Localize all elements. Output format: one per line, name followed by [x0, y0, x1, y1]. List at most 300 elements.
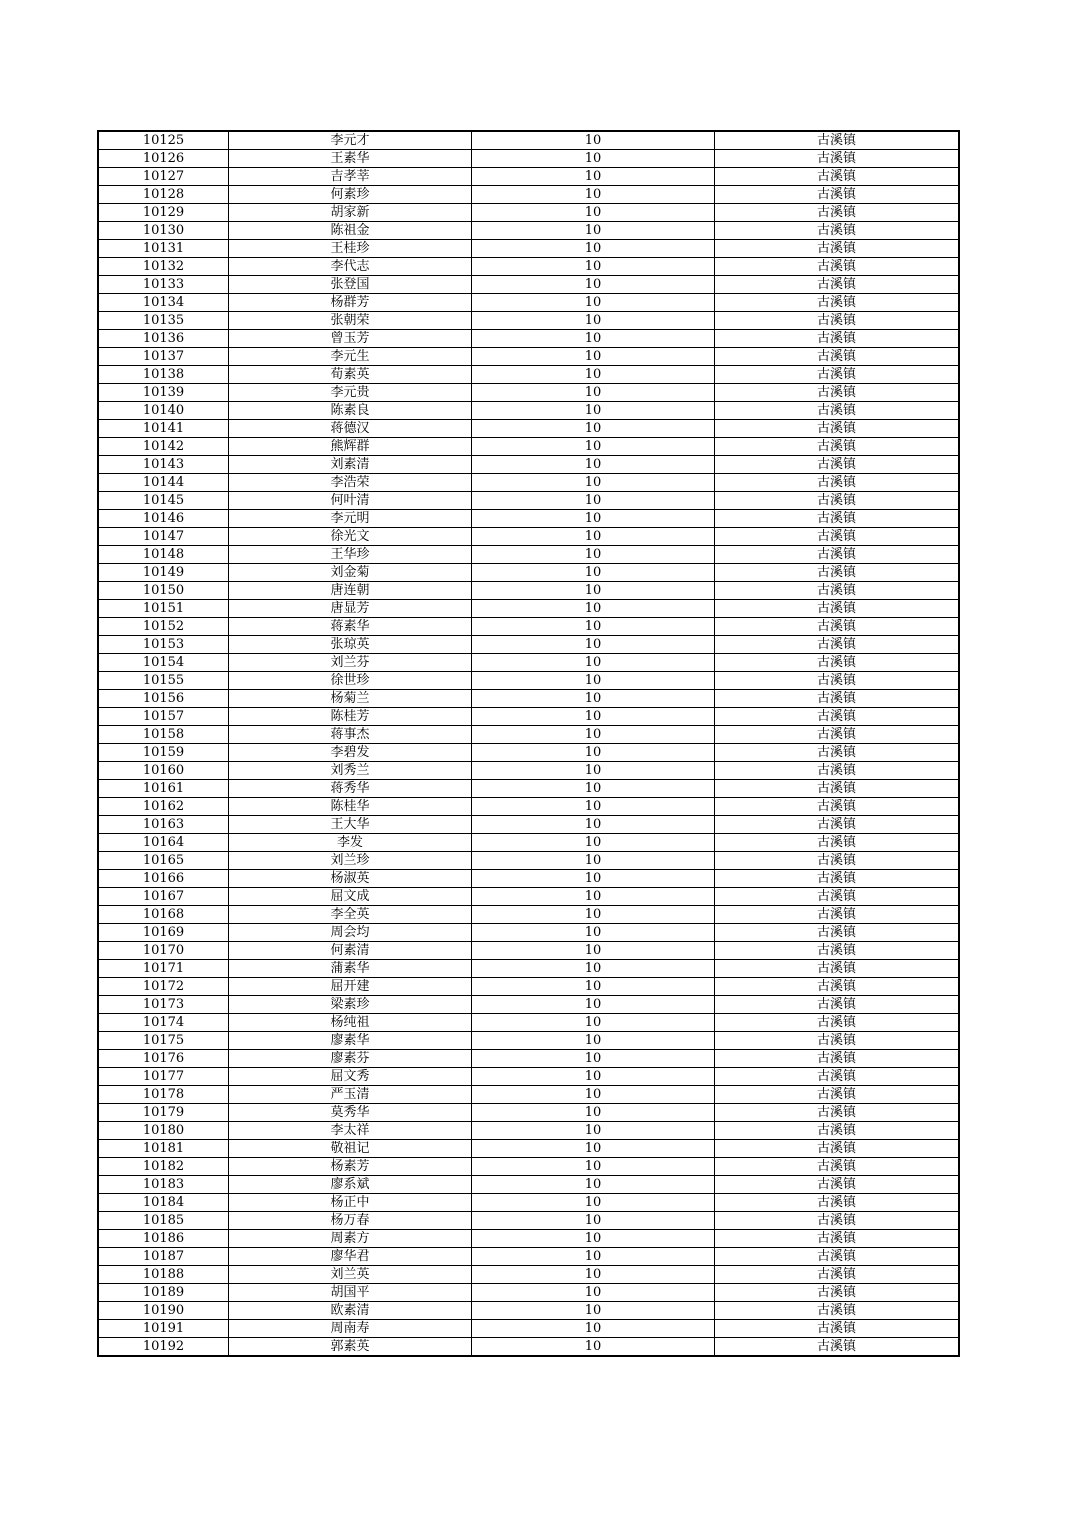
cell-town: 古溪镇	[715, 726, 960, 744]
table-row	[98, 186, 959, 204]
cell-amount: 10	[472, 888, 715, 906]
table-row	[98, 150, 959, 168]
cell-id: 10148	[98, 546, 229, 564]
cell-id: 10155	[98, 672, 229, 690]
table-row	[98, 834, 959, 852]
cell-amount: 10	[472, 762, 715, 780]
cell-id: 10170	[98, 942, 229, 960]
cell-id: 10176	[98, 1050, 229, 1068]
cell-name: 郭素英	[229, 1338, 472, 1357]
cell-name: 屈开建	[229, 978, 472, 996]
cell-name: 蒋秀华	[229, 780, 472, 798]
cell-town: 古溪镇	[715, 1230, 960, 1248]
table-row	[98, 564, 959, 582]
cell-name: 蒋事杰	[229, 726, 472, 744]
cell-town: 古溪镇	[715, 1212, 960, 1230]
cell-town: 古溪镇	[715, 456, 960, 474]
table-row	[98, 131, 959, 150]
cell-amount: 10	[472, 834, 715, 852]
cell-id: 10157	[98, 708, 229, 726]
cell-name: 蒋素华	[229, 618, 472, 636]
cell-id: 10135	[98, 312, 229, 330]
cell-id: 10173	[98, 996, 229, 1014]
cell-id: 10128	[98, 186, 229, 204]
cell-amount: 10	[472, 564, 715, 582]
table-row	[98, 654, 959, 672]
cell-name: 廖素华	[229, 1032, 472, 1050]
table-row	[98, 816, 959, 834]
table-row	[98, 1014, 959, 1032]
cell-town: 古溪镇	[715, 1266, 960, 1284]
table-row	[98, 1140, 959, 1158]
cell-amount: 10	[472, 1230, 715, 1248]
cell-name: 李元生	[229, 348, 472, 366]
cell-id: 10136	[98, 330, 229, 348]
cell-id: 10137	[98, 348, 229, 366]
cell-id: 10177	[98, 1068, 229, 1086]
cell-amount: 10	[472, 402, 715, 420]
table-row	[98, 366, 959, 384]
cell-id: 10144	[98, 474, 229, 492]
cell-town: 古溪镇	[715, 636, 960, 654]
cell-town: 古溪镇	[715, 618, 960, 636]
cell-name: 李元明	[229, 510, 472, 528]
cell-town: 古溪镇	[715, 186, 960, 204]
table-row	[98, 204, 959, 222]
cell-town: 古溪镇	[715, 906, 960, 924]
cell-amount: 10	[472, 474, 715, 492]
table-row	[98, 690, 959, 708]
cell-amount: 10	[472, 996, 715, 1014]
cell-name: 陈祖金	[229, 222, 472, 240]
cell-amount: 10	[472, 222, 715, 240]
cell-amount: 10	[472, 510, 715, 528]
cell-amount: 10	[472, 1086, 715, 1104]
table-row	[98, 726, 959, 744]
cell-id: 10183	[98, 1176, 229, 1194]
cell-name: 王桂珍	[229, 240, 472, 258]
cell-town: 古溪镇	[715, 1302, 960, 1320]
cell-amount: 10	[472, 1176, 715, 1194]
cell-id: 10178	[98, 1086, 229, 1104]
cell-town: 古溪镇	[715, 240, 960, 258]
cell-town: 古溪镇	[715, 924, 960, 942]
cell-amount: 10	[472, 726, 715, 744]
cell-amount: 10	[472, 744, 715, 762]
table-row	[98, 870, 959, 888]
table-row	[98, 1176, 959, 1194]
table-row	[98, 1050, 959, 1068]
cell-town: 古溪镇	[715, 708, 960, 726]
cell-name: 蒋德汉	[229, 420, 472, 438]
cell-town: 古溪镇	[715, 798, 960, 816]
cell-name: 唐显芳	[229, 600, 472, 618]
table-row	[98, 402, 959, 420]
cell-town: 古溪镇	[715, 1140, 960, 1158]
cell-id: 10149	[98, 564, 229, 582]
cell-name: 张登国	[229, 276, 472, 294]
cell-name: 王华珍	[229, 546, 472, 564]
cell-amount: 10	[472, 131, 715, 150]
cell-amount: 10	[472, 816, 715, 834]
cell-id: 10187	[98, 1248, 229, 1266]
table-row	[98, 222, 959, 240]
cell-town: 古溪镇	[715, 348, 960, 366]
cell-town: 古溪镇	[715, 582, 960, 600]
cell-id: 10138	[98, 366, 229, 384]
cell-amount: 10	[472, 870, 715, 888]
cell-amount: 10	[472, 942, 715, 960]
roster-table	[97, 130, 960, 1357]
cell-name: 刘金菊	[229, 564, 472, 582]
cell-amount: 10	[472, 708, 715, 726]
cell-id: 10169	[98, 924, 229, 942]
cell-name: 曾玉芳	[229, 330, 472, 348]
cell-id: 10140	[98, 402, 229, 420]
cell-town: 古溪镇	[715, 744, 960, 762]
cell-town: 古溪镇	[715, 222, 960, 240]
table-row	[98, 1158, 959, 1176]
cell-amount: 10	[472, 186, 715, 204]
cell-amount: 10	[472, 150, 715, 168]
cell-id: 10179	[98, 1104, 229, 1122]
table-row	[98, 1086, 959, 1104]
cell-name: 吉孝莘	[229, 168, 472, 186]
cell-town: 古溪镇	[715, 888, 960, 906]
cell-id: 10130	[98, 222, 229, 240]
table-row	[98, 258, 959, 276]
cell-id: 10172	[98, 978, 229, 996]
cell-name: 李碧发	[229, 744, 472, 762]
cell-amount: 10	[472, 1032, 715, 1050]
cell-name: 杨群芳	[229, 294, 472, 312]
cell-town: 古溪镇	[715, 834, 960, 852]
cell-name: 严玉清	[229, 1086, 472, 1104]
cell-town: 古溪镇	[715, 1320, 960, 1338]
cell-id: 10168	[98, 906, 229, 924]
table-row	[98, 582, 959, 600]
cell-id: 10181	[98, 1140, 229, 1158]
cell-id: 10150	[98, 582, 229, 600]
cell-id: 10163	[98, 816, 229, 834]
cell-name: 刘兰芬	[229, 654, 472, 672]
table-row	[98, 438, 959, 456]
cell-name: 屈文秀	[229, 1068, 472, 1086]
table-row	[98, 474, 959, 492]
cell-amount: 10	[472, 1122, 715, 1140]
cell-name: 熊辉群	[229, 438, 472, 456]
table-row	[98, 330, 959, 348]
table-row	[98, 1338, 959, 1357]
table-row	[98, 1032, 959, 1050]
cell-id: 10180	[98, 1122, 229, 1140]
cell-id: 10160	[98, 762, 229, 780]
cell-amount: 10	[472, 366, 715, 384]
cell-town: 古溪镇	[715, 131, 960, 150]
cell-amount: 10	[472, 1302, 715, 1320]
cell-id: 10134	[98, 294, 229, 312]
cell-amount: 10	[472, 384, 715, 402]
cell-id: 10143	[98, 456, 229, 474]
table-row	[98, 618, 959, 636]
cell-town: 古溪镇	[715, 168, 960, 186]
cell-amount: 10	[472, 852, 715, 870]
cell-amount: 10	[472, 438, 715, 456]
table-row	[98, 546, 959, 564]
cell-id: 10188	[98, 1266, 229, 1284]
cell-town: 古溪镇	[715, 366, 960, 384]
cell-name: 蒲素华	[229, 960, 472, 978]
cell-town: 古溪镇	[715, 1338, 960, 1357]
cell-amount: 10	[472, 546, 715, 564]
cell-id: 10154	[98, 654, 229, 672]
cell-amount: 10	[472, 672, 715, 690]
cell-id: 10191	[98, 1320, 229, 1338]
table-row	[98, 1212, 959, 1230]
cell-town: 古溪镇	[715, 1014, 960, 1032]
cell-id: 10146	[98, 510, 229, 528]
cell-amount: 10	[472, 456, 715, 474]
cell-name: 李浩荣	[229, 474, 472, 492]
cell-town: 古溪镇	[715, 402, 960, 420]
cell-id: 10129	[98, 204, 229, 222]
cell-name: 廖素芬	[229, 1050, 472, 1068]
cell-town: 古溪镇	[715, 204, 960, 222]
cell-town: 古溪镇	[715, 1032, 960, 1050]
cell-amount: 10	[472, 168, 715, 186]
table-row	[98, 312, 959, 330]
cell-town: 古溪镇	[715, 1158, 960, 1176]
table-row	[98, 510, 959, 528]
table-row	[98, 240, 959, 258]
cell-town: 古溪镇	[715, 960, 960, 978]
cell-name: 张琼英	[229, 636, 472, 654]
cell-amount: 10	[472, 258, 715, 276]
cell-town: 古溪镇	[715, 384, 960, 402]
cell-name: 刘兰珍	[229, 852, 472, 870]
cell-amount: 10	[472, 240, 715, 258]
cell-amount: 10	[472, 204, 715, 222]
cell-amount: 10	[472, 1266, 715, 1284]
cell-amount: 10	[472, 798, 715, 816]
cell-amount: 10	[472, 1068, 715, 1086]
cell-amount: 10	[472, 1194, 715, 1212]
table-row	[98, 1320, 959, 1338]
cell-name: 廖华君	[229, 1248, 472, 1266]
cell-town: 古溪镇	[715, 1050, 960, 1068]
cell-name: 陈桂芳	[229, 708, 472, 726]
cell-name: 敬祖记	[229, 1140, 472, 1158]
table-row	[98, 780, 959, 798]
cell-name: 胡家新	[229, 204, 472, 222]
cell-town: 古溪镇	[715, 330, 960, 348]
cell-id: 10165	[98, 852, 229, 870]
cell-town: 古溪镇	[715, 780, 960, 798]
table-row	[98, 1284, 959, 1302]
table-row	[98, 924, 959, 942]
table-row	[98, 636, 959, 654]
cell-id: 10159	[98, 744, 229, 762]
cell-name: 周南寿	[229, 1320, 472, 1338]
cell-id: 10142	[98, 438, 229, 456]
table-row	[98, 996, 959, 1014]
cell-town: 古溪镇	[715, 258, 960, 276]
cell-amount: 10	[472, 312, 715, 330]
cell-town: 古溪镇	[715, 654, 960, 672]
cell-town: 古溪镇	[715, 762, 960, 780]
cell-name: 刘素清	[229, 456, 472, 474]
table-row	[98, 1230, 959, 1248]
cell-name: 周素方	[229, 1230, 472, 1248]
table-row	[98, 1248, 959, 1266]
cell-name: 荀素英	[229, 366, 472, 384]
cell-amount: 10	[472, 978, 715, 996]
cell-amount: 10	[472, 654, 715, 672]
table-row	[98, 456, 959, 474]
cell-name: 王素华	[229, 150, 472, 168]
table-row	[98, 1104, 959, 1122]
table-row	[98, 294, 959, 312]
cell-amount: 10	[472, 1014, 715, 1032]
cell-town: 古溪镇	[715, 294, 960, 312]
table-row	[98, 708, 959, 726]
table-row	[98, 492, 959, 510]
cell-id: 10132	[98, 258, 229, 276]
cell-id: 10151	[98, 600, 229, 618]
cell-id: 10139	[98, 384, 229, 402]
cell-name: 陈桂华	[229, 798, 472, 816]
cell-name: 李发	[229, 834, 472, 852]
cell-amount: 10	[472, 528, 715, 546]
cell-name: 何素清	[229, 942, 472, 960]
cell-name: 梁素珍	[229, 996, 472, 1014]
cell-id: 10133	[98, 276, 229, 294]
cell-amount: 10	[472, 636, 715, 654]
cell-town: 古溪镇	[715, 150, 960, 168]
cell-name: 杨淑英	[229, 870, 472, 888]
cell-amount: 10	[472, 348, 715, 366]
cell-name: 廖系斌	[229, 1176, 472, 1194]
cell-id: 10186	[98, 1230, 229, 1248]
cell-id: 10127	[98, 168, 229, 186]
cell-town: 古溪镇	[715, 816, 960, 834]
cell-name: 胡国平	[229, 1284, 472, 1302]
cell-id: 10162	[98, 798, 229, 816]
cell-id: 10185	[98, 1212, 229, 1230]
cell-amount: 10	[472, 492, 715, 510]
cell-id: 10126	[98, 150, 229, 168]
cell-town: 古溪镇	[715, 1284, 960, 1302]
cell-name: 刘秀兰	[229, 762, 472, 780]
cell-town: 古溪镇	[715, 528, 960, 546]
cell-amount: 10	[472, 906, 715, 924]
table-row	[98, 1266, 959, 1284]
cell-name: 王大华	[229, 816, 472, 834]
cell-id: 10125	[98, 131, 229, 150]
cell-id: 10145	[98, 492, 229, 510]
cell-name: 李代志	[229, 258, 472, 276]
cell-name: 杨菊兰	[229, 690, 472, 708]
cell-id: 10141	[98, 420, 229, 438]
cell-amount: 10	[472, 1158, 715, 1176]
cell-id: 10175	[98, 1032, 229, 1050]
cell-town: 古溪镇	[715, 474, 960, 492]
cell-name: 何叶清	[229, 492, 472, 510]
cell-town: 古溪镇	[715, 1248, 960, 1266]
cell-town: 古溪镇	[715, 1194, 960, 1212]
cell-id: 10182	[98, 1158, 229, 1176]
table-row	[98, 960, 959, 978]
cell-town: 古溪镇	[715, 1122, 960, 1140]
cell-amount: 10	[472, 924, 715, 942]
cell-name: 徐光文	[229, 528, 472, 546]
table-row	[98, 420, 959, 438]
table-row	[98, 744, 959, 762]
cell-amount: 10	[472, 294, 715, 312]
table-row	[98, 888, 959, 906]
cell-town: 古溪镇	[715, 1086, 960, 1104]
cell-amount: 10	[472, 1284, 715, 1302]
cell-town: 古溪镇	[715, 312, 960, 330]
cell-amount: 10	[472, 330, 715, 348]
roster-table-body	[98, 131, 959, 1356]
cell-id: 10147	[98, 528, 229, 546]
table-row	[98, 798, 959, 816]
cell-name: 莫秀华	[229, 1104, 472, 1122]
cell-id: 10167	[98, 888, 229, 906]
cell-name: 何素珍	[229, 186, 472, 204]
cell-id: 10161	[98, 780, 229, 798]
cell-name: 李元才	[229, 131, 472, 150]
cell-name: 欧素清	[229, 1302, 472, 1320]
cell-id: 10152	[98, 618, 229, 636]
cell-name: 唐连朝	[229, 582, 472, 600]
cell-amount: 10	[472, 1320, 715, 1338]
cell-amount: 10	[472, 582, 715, 600]
table-row	[98, 906, 959, 924]
cell-id: 10184	[98, 1194, 229, 1212]
cell-id: 10158	[98, 726, 229, 744]
cell-town: 古溪镇	[715, 546, 960, 564]
cell-town: 古溪镇	[715, 438, 960, 456]
cell-town: 古溪镇	[715, 852, 960, 870]
table-row	[98, 1302, 959, 1320]
cell-name: 屈文成	[229, 888, 472, 906]
cell-town: 古溪镇	[715, 690, 960, 708]
cell-amount: 10	[472, 960, 715, 978]
cell-town: 古溪镇	[715, 942, 960, 960]
table-row	[98, 348, 959, 366]
table-row	[98, 942, 959, 960]
cell-amount: 10	[472, 1104, 715, 1122]
cell-id: 10192	[98, 1338, 229, 1357]
cell-id: 10164	[98, 834, 229, 852]
cell-town: 古溪镇	[715, 978, 960, 996]
cell-amount: 10	[472, 1212, 715, 1230]
table-row	[98, 1194, 959, 1212]
cell-name: 杨正中	[229, 1194, 472, 1212]
table-row	[98, 1068, 959, 1086]
cell-id: 10153	[98, 636, 229, 654]
table-row	[98, 168, 959, 186]
cell-town: 古溪镇	[715, 870, 960, 888]
cell-amount: 10	[472, 1338, 715, 1357]
cell-amount: 10	[472, 1050, 715, 1068]
cell-town: 古溪镇	[715, 1068, 960, 1086]
cell-town: 古溪镇	[715, 600, 960, 618]
cell-town: 古溪镇	[715, 1104, 960, 1122]
cell-name: 陈素良	[229, 402, 472, 420]
